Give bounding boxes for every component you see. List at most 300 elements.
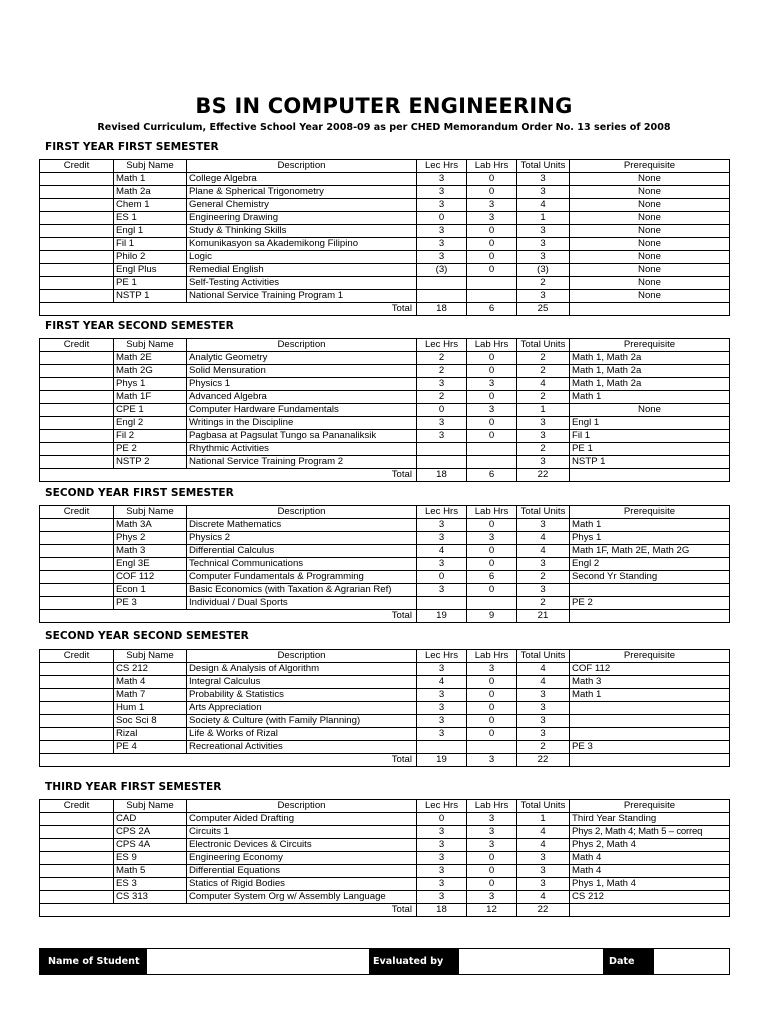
cell-prereq: Math 3	[570, 676, 730, 689]
cell-prereq	[570, 584, 730, 597]
table-row	[40, 186, 730, 199]
cell-subj: Math 1F	[114, 391, 187, 404]
cell-lab: 0	[467, 417, 517, 430]
cell-lab: 0	[467, 702, 517, 715]
cell-units: 3	[517, 584, 570, 597]
cell-prereq: None	[570, 186, 730, 199]
cell-lab	[467, 290, 517, 303]
cell-prereq	[570, 715, 730, 728]
cell-subj: ES 1	[114, 212, 187, 225]
table-row	[40, 365, 730, 378]
total-row	[40, 303, 730, 316]
table-row	[40, 199, 730, 212]
column-header-subj: Subj Name	[114, 506, 187, 519]
column-header-prereq: Prerequisite	[570, 339, 730, 352]
cell-lec: 0	[417, 212, 467, 225]
column-header-prereq: Prerequisite	[570, 800, 730, 813]
cell-subj: CPS 2A	[114, 826, 187, 839]
cell-subj: CS 313	[114, 891, 187, 904]
cell-subj: PE 4	[114, 741, 187, 754]
cell-desc: Basic Economics (with Taxation & Agrarian Ref)	[187, 584, 417, 597]
cell-lab: 0	[467, 264, 517, 277]
cell-lab: 6	[467, 571, 517, 584]
cell-desc: Design & Analysis of Algorithm	[187, 663, 417, 676]
cell-units: 4	[517, 676, 570, 689]
column-header-lab: Lab Hrs	[467, 339, 517, 352]
total-label: Total	[40, 754, 417, 767]
cell-lab: 0	[467, 689, 517, 702]
evaluated-by-field[interactable]	[459, 949, 603, 974]
total-row	[40, 610, 730, 623]
cell-lec: 3	[417, 663, 467, 676]
column-header-lec: Lec Hrs	[417, 800, 467, 813]
total-units: 22	[517, 904, 570, 917]
cell-credit	[40, 404, 114, 417]
cell-lec: 3	[417, 186, 467, 199]
cell-credit	[40, 891, 114, 904]
cell-units: 3	[517, 558, 570, 571]
cell-subj: CAD	[114, 813, 187, 826]
semester-title: FIRST YEAR SECOND SEMESTER	[45, 320, 234, 332]
cell-lec: 0	[417, 404, 467, 417]
table-row	[40, 532, 730, 545]
table-row	[40, 264, 730, 277]
cell-credit	[40, 365, 114, 378]
cell-prereq: Third Year Standing	[570, 813, 730, 826]
cell-desc: Arts Appreciation	[187, 702, 417, 715]
cell-lec: 4	[417, 545, 467, 558]
table-row	[40, 404, 730, 417]
cell-desc: Physics 2	[187, 532, 417, 545]
table-row	[40, 584, 730, 597]
cell-subj: Soc Sci 8	[114, 715, 187, 728]
total-lab: 3	[467, 754, 517, 767]
cell-units: 3	[517, 865, 570, 878]
cell-credit	[40, 456, 114, 469]
cell-lec: 3	[417, 238, 467, 251]
table-row	[40, 852, 730, 865]
cell-credit	[40, 571, 114, 584]
cell-lab: 3	[467, 532, 517, 545]
cell-prereq: COF 112	[570, 663, 730, 676]
cell-desc: Recreational Activities	[187, 741, 417, 754]
total-label: Total	[40, 904, 417, 917]
cell-desc: Engineering Drawing	[187, 212, 417, 225]
column-header-lab: Lab Hrs	[467, 160, 517, 173]
cell-desc: Pagbasa at Pagsulat Tungo sa Pananaliksik	[187, 430, 417, 443]
cell-subj: ES 3	[114, 878, 187, 891]
cell-credit	[40, 663, 114, 676]
cell-units: (3)	[517, 264, 570, 277]
cell-desc: Plane & Spherical Trigonometry	[187, 186, 417, 199]
column-header-prereq: Prerequisite	[570, 650, 730, 663]
student-name-label: Name of Student	[40, 949, 147, 974]
cell-credit	[40, 225, 114, 238]
cell-lab: 0	[467, 238, 517, 251]
cell-desc: Individual / Dual Sports	[187, 597, 417, 610]
cell-desc: Circuits 1	[187, 826, 417, 839]
semester-table	[39, 649, 730, 767]
column-header-subj: Subj Name	[114, 650, 187, 663]
cell-units: 2	[517, 277, 570, 290]
cell-lec	[417, 443, 467, 456]
cell-subj: Econ 1	[114, 584, 187, 597]
cell-credit	[40, 277, 114, 290]
cell-subj: Math 2G	[114, 365, 187, 378]
cell-units: 4	[517, 378, 570, 391]
cell-lec: 3	[417, 558, 467, 571]
cell-subj: Math 3A	[114, 519, 187, 532]
table-row	[40, 225, 730, 238]
cell-lab: 0	[467, 352, 517, 365]
column-header-desc: Description	[187, 800, 417, 813]
cell-desc: Engineering Economy	[187, 852, 417, 865]
table-header-row	[40, 650, 730, 663]
total-lec: 19	[417, 610, 467, 623]
cell-desc: Computer Fundamentals & Programming	[187, 571, 417, 584]
cell-prereq: Phys 1	[570, 532, 730, 545]
cell-subj: Math 4	[114, 676, 187, 689]
cell-lec: 3	[417, 891, 467, 904]
cell-prereq: PE 3	[570, 741, 730, 754]
cell-lec	[417, 277, 467, 290]
cell-desc: Rhythmic Activities	[187, 443, 417, 456]
cell-lec: 3	[417, 702, 467, 715]
cell-subj: PE 2	[114, 443, 187, 456]
cell-desc: Physics 1	[187, 378, 417, 391]
table-row	[40, 456, 730, 469]
student-name-field[interactable]	[147, 949, 369, 974]
cell-desc: Komunikasyon sa Akademikong Filipino	[187, 238, 417, 251]
total-units: 22	[517, 754, 570, 767]
cell-credit	[40, 826, 114, 839]
cell-units: 3	[517, 251, 570, 264]
total-row	[40, 469, 730, 482]
cell-lec: 3	[417, 417, 467, 430]
cell-lec: 3	[417, 173, 467, 186]
cell-prereq: Fil 1	[570, 430, 730, 443]
cell-units: 3	[517, 852, 570, 865]
cell-desc: Remedial English	[187, 264, 417, 277]
cell-subj: Fil 2	[114, 430, 187, 443]
cell-lec: 3	[417, 878, 467, 891]
cell-lab: 0	[467, 365, 517, 378]
cell-credit	[40, 558, 114, 571]
total-lec: 18	[417, 303, 467, 316]
table-header-row	[40, 800, 730, 813]
cell-prereq: None	[570, 212, 730, 225]
cell-lec: 3	[417, 430, 467, 443]
cell-units: 2	[517, 597, 570, 610]
cell-credit	[40, 199, 114, 212]
cell-lec: 3	[417, 519, 467, 532]
total-units: 21	[517, 610, 570, 623]
total-prereq-blank	[570, 754, 730, 767]
cell-lab	[467, 597, 517, 610]
cell-lab: 0	[467, 225, 517, 238]
semester-title: SECOND YEAR FIRST SEMESTER	[45, 487, 234, 499]
cell-lec: 4	[417, 676, 467, 689]
cell-lab: 3	[467, 199, 517, 212]
total-lab: 6	[467, 303, 517, 316]
cell-credit	[40, 173, 114, 186]
cell-lec: 3	[417, 199, 467, 212]
table-row	[40, 352, 730, 365]
cell-subj: Hum 1	[114, 702, 187, 715]
column-header-credit: Credit	[40, 160, 114, 173]
cell-units: 3	[517, 878, 570, 891]
cell-lab: 3	[467, 826, 517, 839]
cell-subj: Engl 1	[114, 225, 187, 238]
cell-subj: NSTP 2	[114, 456, 187, 469]
cell-subj: Math 3	[114, 545, 187, 558]
cell-desc: Solid Mensuration	[187, 365, 417, 378]
cell-prereq	[570, 702, 730, 715]
cell-subj: ES 9	[114, 852, 187, 865]
cell-prereq: NSTP 1	[570, 456, 730, 469]
total-lec: 18	[417, 904, 467, 917]
total-lec: 18	[417, 469, 467, 482]
cell-lec: 3	[417, 865, 467, 878]
cell-prereq: Math 1, Math 2a	[570, 378, 730, 391]
cell-prereq: None	[570, 264, 730, 277]
table-row	[40, 519, 730, 532]
cell-lec	[417, 597, 467, 610]
cell-credit	[40, 813, 114, 826]
table-row	[40, 378, 730, 391]
cell-credit	[40, 430, 114, 443]
cell-lab: 0	[467, 558, 517, 571]
cell-units: 3	[517, 290, 570, 303]
table-row	[40, 290, 730, 303]
table-row	[40, 839, 730, 852]
cell-desc: Statics of Rigid Bodies	[187, 878, 417, 891]
cell-lec: 2	[417, 365, 467, 378]
column-header-lab: Lab Hrs	[467, 506, 517, 519]
cell-lab: 0	[467, 430, 517, 443]
column-header-desc: Description	[187, 339, 417, 352]
cell-units: 3	[517, 519, 570, 532]
cell-lab: 3	[467, 404, 517, 417]
total-units: 22	[517, 469, 570, 482]
cell-desc: Life & Works of Rizal	[187, 728, 417, 741]
cell-subj: Math 5	[114, 865, 187, 878]
column-header-units: Total Units	[517, 339, 570, 352]
total-row	[40, 754, 730, 767]
cell-lec: 3	[417, 225, 467, 238]
cell-desc: Writings in the Discipline	[187, 417, 417, 430]
cell-desc: Logic	[187, 251, 417, 264]
cell-desc: National Service Training Program 1	[187, 290, 417, 303]
table-row	[40, 676, 730, 689]
cell-credit	[40, 352, 114, 365]
cell-lab	[467, 277, 517, 290]
total-prereq-blank	[570, 303, 730, 316]
table-row	[40, 741, 730, 754]
table-row	[40, 391, 730, 404]
cell-lab: 0	[467, 676, 517, 689]
cell-credit	[40, 715, 114, 728]
cell-lec: 2	[417, 391, 467, 404]
total-lab: 9	[467, 610, 517, 623]
table-row	[40, 878, 730, 891]
cell-credit	[40, 378, 114, 391]
table-header-row	[40, 506, 730, 519]
cell-subj: Math 1	[114, 173, 187, 186]
cell-lec: 3	[417, 715, 467, 728]
semester-table	[39, 159, 730, 316]
cell-subj: COF 112	[114, 571, 187, 584]
cell-credit	[40, 839, 114, 852]
cell-prereq: Math 1	[570, 519, 730, 532]
column-header-lab: Lab Hrs	[467, 800, 517, 813]
table-row	[40, 813, 730, 826]
cell-desc: General Chemistry	[187, 199, 417, 212]
column-header-lab: Lab Hrs	[467, 650, 517, 663]
cell-credit	[40, 417, 114, 430]
table-row	[40, 728, 730, 741]
table-row	[40, 277, 730, 290]
cell-units: 2	[517, 352, 570, 365]
cell-lec: 3	[417, 532, 467, 545]
evaluated-by-label: Evaluated by	[369, 949, 459, 974]
cell-prereq: Math 1, Math 2a	[570, 352, 730, 365]
cell-lec	[417, 290, 467, 303]
date-label: Date	[603, 949, 654, 974]
cell-credit	[40, 290, 114, 303]
date-field[interactable]	[654, 949, 729, 974]
cell-lec: 3	[417, 839, 467, 852]
total-units: 25	[517, 303, 570, 316]
cell-desc: Differential Equations	[187, 865, 417, 878]
cell-desc: Computer System Org w/ Assembly Language	[187, 891, 417, 904]
column-header-desc: Description	[187, 160, 417, 173]
cell-units: 2	[517, 741, 570, 754]
table-header-row	[40, 160, 730, 173]
cell-credit	[40, 852, 114, 865]
column-header-credit: Credit	[40, 339, 114, 352]
cell-prereq: Math 1	[570, 689, 730, 702]
cell-subj: Phys 2	[114, 532, 187, 545]
cell-lec: 3	[417, 826, 467, 839]
table-row	[40, 826, 730, 839]
cell-units: 2	[517, 391, 570, 404]
cell-credit	[40, 238, 114, 251]
cell-lab: 0	[467, 173, 517, 186]
column-header-prereq: Prerequisite	[570, 160, 730, 173]
table-header-row	[40, 339, 730, 352]
cell-lab: 0	[467, 251, 517, 264]
total-label: Total	[40, 469, 417, 482]
total-lab: 6	[467, 469, 517, 482]
cell-lab: 0	[467, 878, 517, 891]
cell-subj: Phys 1	[114, 378, 187, 391]
cell-lab: 3	[467, 813, 517, 826]
column-header-prereq: Prerequisite	[570, 506, 730, 519]
table-row	[40, 443, 730, 456]
cell-units: 1	[517, 404, 570, 417]
cell-subj: Engl 3E	[114, 558, 187, 571]
total-lec: 19	[417, 754, 467, 767]
cell-prereq: Math 4	[570, 852, 730, 865]
cell-desc: Probability & Statistics	[187, 689, 417, 702]
cell-lab	[467, 741, 517, 754]
cell-subj: CPE 1	[114, 404, 187, 417]
cell-lec: 3	[417, 251, 467, 264]
semester-table	[39, 338, 730, 482]
cell-lec: 3	[417, 378, 467, 391]
semester-table	[39, 505, 730, 623]
column-header-units: Total Units	[517, 160, 570, 173]
cell-lab: 0	[467, 584, 517, 597]
cell-units: 3	[517, 186, 570, 199]
cell-subj: Math 2E	[114, 352, 187, 365]
cell-prereq: None	[570, 199, 730, 212]
cell-desc: Computer Aided Drafting	[187, 813, 417, 826]
table-row	[40, 212, 730, 225]
cell-lab	[467, 443, 517, 456]
cell-credit	[40, 251, 114, 264]
total-prereq-blank	[570, 610, 730, 623]
cell-prereq: Phys 2, Math 4	[570, 839, 730, 852]
cell-lab: 3	[467, 891, 517, 904]
cell-prereq: Engl 1	[570, 417, 730, 430]
cell-credit	[40, 728, 114, 741]
table-row	[40, 663, 730, 676]
cell-prereq: None	[570, 277, 730, 290]
table-row	[40, 558, 730, 571]
table-row	[40, 571, 730, 584]
table-row	[40, 251, 730, 264]
cell-lec: 3	[417, 689, 467, 702]
cell-credit	[40, 865, 114, 878]
cell-desc: Technical Communications	[187, 558, 417, 571]
cell-units: 3	[517, 728, 570, 741]
cell-subj: NSTP 1	[114, 290, 187, 303]
cell-subj: Philo 2	[114, 251, 187, 264]
cell-desc: Electronic Devices & Circuits	[187, 839, 417, 852]
column-header-subj: Subj Name	[114, 339, 187, 352]
cell-units: 4	[517, 826, 570, 839]
cell-lec: 0	[417, 571, 467, 584]
total-label: Total	[40, 303, 417, 316]
cell-prereq: None	[570, 225, 730, 238]
cell-lab: 0	[467, 519, 517, 532]
cell-prereq: Math 1	[570, 391, 730, 404]
cell-lab: 0	[467, 728, 517, 741]
table-row	[40, 417, 730, 430]
cell-units: 4	[517, 839, 570, 852]
cell-units: 4	[517, 532, 570, 545]
cell-credit	[40, 391, 114, 404]
cell-credit	[40, 264, 114, 277]
semester-title: SECOND YEAR SECOND SEMESTER	[45, 630, 249, 642]
cell-lab: 0	[467, 391, 517, 404]
cell-units: 2	[517, 571, 570, 584]
cell-lab: 3	[467, 378, 517, 391]
total-prereq-blank	[570, 904, 730, 917]
evaluation-footer	[39, 948, 730, 975]
table-row	[40, 715, 730, 728]
column-header-lec: Lec Hrs	[417, 650, 467, 663]
cell-units: 3	[517, 702, 570, 715]
cell-prereq: None	[570, 404, 730, 417]
table-row	[40, 891, 730, 904]
cell-units: 4	[517, 891, 570, 904]
table-row	[40, 545, 730, 558]
total-label: Total	[40, 610, 417, 623]
table-row	[40, 430, 730, 443]
